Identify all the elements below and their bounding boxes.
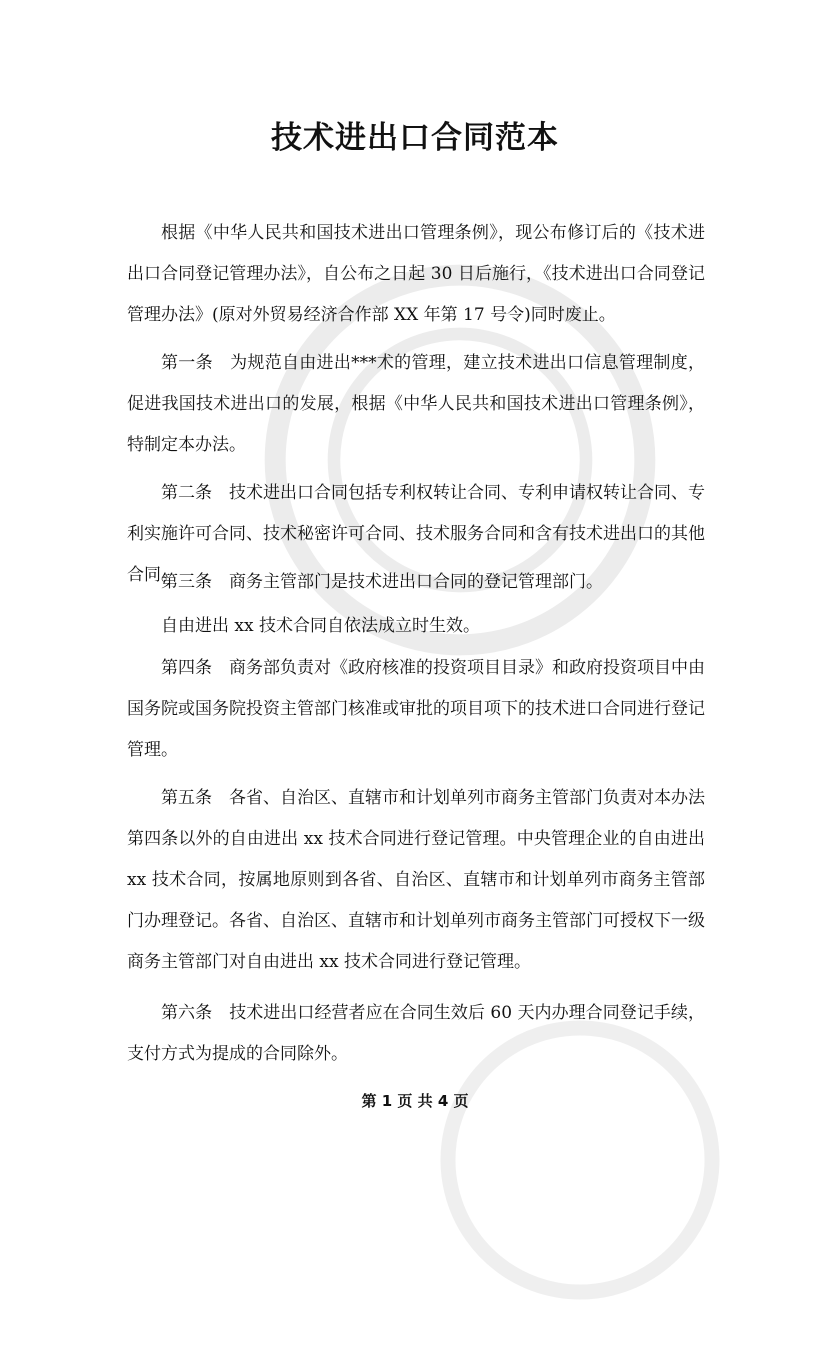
paragraph-article-3-note: 自由进出 xx 技术合同自依法成立时生效。 bbox=[161, 616, 480, 636]
paragraph-article-1: 第一条 为规范自由进出***术的管理，建立技术进出口信息管理制度，促进我国技术进出口的发展，根据《中华人民共和国技术进出口管理条例》，特制定本办法。 bbox=[127, 353, 705, 455]
paragraph-article-5: 第五条 各省、自治区、直辖市和计划单列市商务主管部门负责对本办法第四条以外的自由进出 xx 技术合同进行登记管理。中央管理企业的自由进出 xx 技术合同，按属地原则到各省、自治区、直辖市和计划单列市商务主管部门办理登记。各省、自治区、直辖市和计划单列市商务主管部门可授权下一级商务主管部门对自由进出 xx 技术合同进行登记管理。 bbox=[127, 788, 705, 972]
paragraph-article-4: 第四条 商务部负责对《政府核准的投资项目目录》和政府投资项目中由国务院或国务院投资主管部门核准或审批的项目项下的技术进口合同进行登记管理。 bbox=[127, 658, 705, 760]
paragraph-article-6: 第六条 技术进出口经营者应在合同生效后 60 天内办理合同登记手续，支付方式为提成的合同除外。 bbox=[127, 1003, 705, 1064]
page-number-footer: 第 1 页 共 4 页 bbox=[361, 1092, 469, 1110]
paragraph-article-2: 第二条 技术进出口合同包括专利权转让合同、专利申请权转让合同、专利实施许可合同、技术秘密许可合同、技术服务合同和含有技术进出口的其他合同。 bbox=[127, 483, 705, 585]
paragraph-preamble: 根据《中华人民共和国技术进出口管理条例》，现公布修订后的《技术进出口合同登记管理办法》，自公布之日起 30 日后施行，《技术进出口合同登记管理办法》(原对外贸易经济合作部 XX 年第 17 号令)同时废止。 bbox=[127, 223, 705, 325]
document-title: 技术进出口合同范本 bbox=[271, 120, 559, 156]
paragraph-article-3: 第三条 商务主管部门是技术进出口合同的登记管理部门。 bbox=[161, 572, 603, 592]
